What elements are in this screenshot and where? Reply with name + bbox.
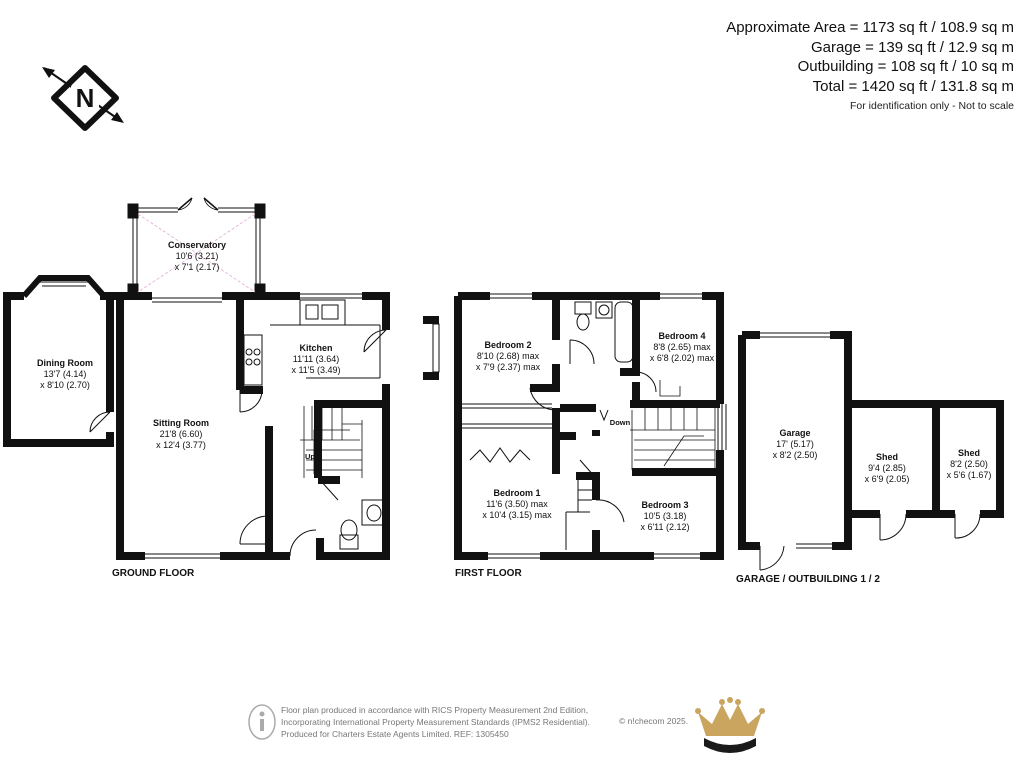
svg-text:Garage: Garage	[779, 428, 811, 438]
svg-text:21'8 (6.60): 21'8 (6.60)	[159, 429, 203, 439]
svg-text:Bedroom 2: Bedroom 2	[484, 340, 532, 350]
ground-floor-label: GROUND FLOOR	[112, 568, 195, 579]
shed-2-label	[947, 448, 992, 480]
ground-floor-stairs	[300, 406, 362, 478]
svg-text:x 12'4 (3.77): x 12'4 (3.77)	[156, 440, 206, 450]
svg-text:Kitchen: Kitchen	[299, 343, 333, 353]
dining-bay-window	[24, 278, 104, 296]
svg-text:Sitting Room: Sitting Room	[153, 418, 209, 428]
first-floor-stairs	[630, 380, 715, 470]
outbuilding-area: Outbuilding = 108 sq ft / 10 sq m	[797, 58, 1014, 75]
crown-logo-icon	[695, 697, 765, 753]
svg-text:17' (5.17): 17' (5.17)	[776, 439, 814, 449]
info-icon	[249, 705, 275, 739]
kitchen-label	[291, 343, 340, 375]
svg-text:Bedroom 1: Bedroom 1	[493, 488, 541, 498]
svg-text:x 6'9 (2.05): x 6'9 (2.05)	[864, 474, 910, 484]
svg-text:13'7 (4.14): 13'7 (4.14)	[43, 369, 87, 379]
compass-icon	[42, 67, 124, 128]
sitting-room-label	[153, 418, 209, 450]
compass-letter: N	[75, 83, 95, 113]
svg-text:x 6'11 (2.12): x 6'11 (2.12)	[640, 522, 690, 532]
footer-line-1: Floor plan produced in accordance with RICS Property Measurement 2nd Edition,	[281, 705, 589, 715]
svg-text:11'11 (3.64): 11'11 (3.64)	[292, 354, 340, 364]
bedroom-2-label	[476, 340, 541, 372]
svg-text:8'10 (2.68) max: 8'10 (2.68) max	[476, 351, 540, 361]
svg-text:9'4 (2.85): 9'4 (2.85)	[868, 463, 906, 473]
svg-text:8'2 (2.50): 8'2 (2.50)	[950, 459, 988, 469]
garage-outbuilding-label: GARAGE / OUTBUILDING 1 / 2	[736, 574, 880, 585]
bedroom-3-label	[640, 500, 689, 532]
svg-text:10'6 (3.21): 10'6 (3.21)	[175, 251, 219, 261]
footer-line-3: Produced for Charters Estate Agents Limited. REF: 1305450	[281, 729, 509, 739]
dining-room-label	[37, 358, 93, 390]
stairs-up-label: Up	[305, 452, 315, 461]
shed-1-label	[865, 452, 910, 484]
first-floor-label: FIRST FLOOR	[455, 568, 522, 579]
svg-text:10'5 (3.18): 10'5 (3.18)	[643, 511, 687, 521]
svg-text:Dining Room: Dining Room	[37, 358, 93, 368]
svg-text:x 10'4 (3.15) max: x 10'4 (3.15) max	[482, 510, 552, 520]
conservatory-outline	[128, 198, 265, 302]
svg-text:Bedroom 3: Bedroom 3	[641, 500, 689, 510]
svg-text:x 8'10 (2.70): x 8'10 (2.70)	[40, 380, 90, 390]
svg-text:x 8'2 (2.50): x 8'2 (2.50)	[772, 450, 818, 460]
svg-text:x 7'1 (2.17): x 7'1 (2.17)	[174, 262, 220, 272]
bedroom-1-label	[482, 488, 552, 520]
garage-area: Garage = 139 sq ft / 12.9 sq m	[810, 38, 1014, 56]
svg-text:Shed: Shed	[957, 448, 981, 458]
garage-label	[773, 428, 818, 460]
svg-text:8'8 (2.65) max: 8'8 (2.65) max	[653, 342, 711, 352]
svg-text:x 5'6 (1.67): x 5'6 (1.67)	[946, 470, 992, 480]
conservatory-label	[168, 240, 226, 272]
svg-text:11'6 (3.50) max: 11'6 (3.50) max	[486, 499, 548, 509]
footer-copyright: © n!checom 2025.	[619, 716, 689, 726]
scale-note: For identification only - Not to scale	[850, 100, 1014, 112]
total-area: Total = 1420 sq ft / 131.8 sq m	[812, 77, 1014, 95]
svg-text:Conservatory: Conservatory	[167, 240, 227, 250]
footer-line-2: Incorporating International Property Measurement Standards (IPMS2 Residential).	[281, 717, 590, 727]
svg-text:x 11'5 (3.49): x 11'5 (3.49)	[291, 365, 341, 375]
bedroom-4-label	[650, 331, 715, 363]
stairs-down-label: Down	[609, 418, 631, 427]
svg-text:Bedroom 4: Bedroom 4	[658, 331, 706, 341]
svg-text:x 7'9 (2.37) max: x 7'9 (2.37) max	[475, 362, 541, 372]
approx-area: Approximate Area = 1173 sq ft / 108.9 sq m	[726, 19, 1014, 36]
first-floor-side-window	[423, 316, 439, 380]
svg-text:Shed: Shed	[875, 452, 899, 462]
footer-text	[281, 704, 590, 740]
svg-text:x 6'8 (2.02) max: x 6'8 (2.02) max	[649, 353, 715, 363]
